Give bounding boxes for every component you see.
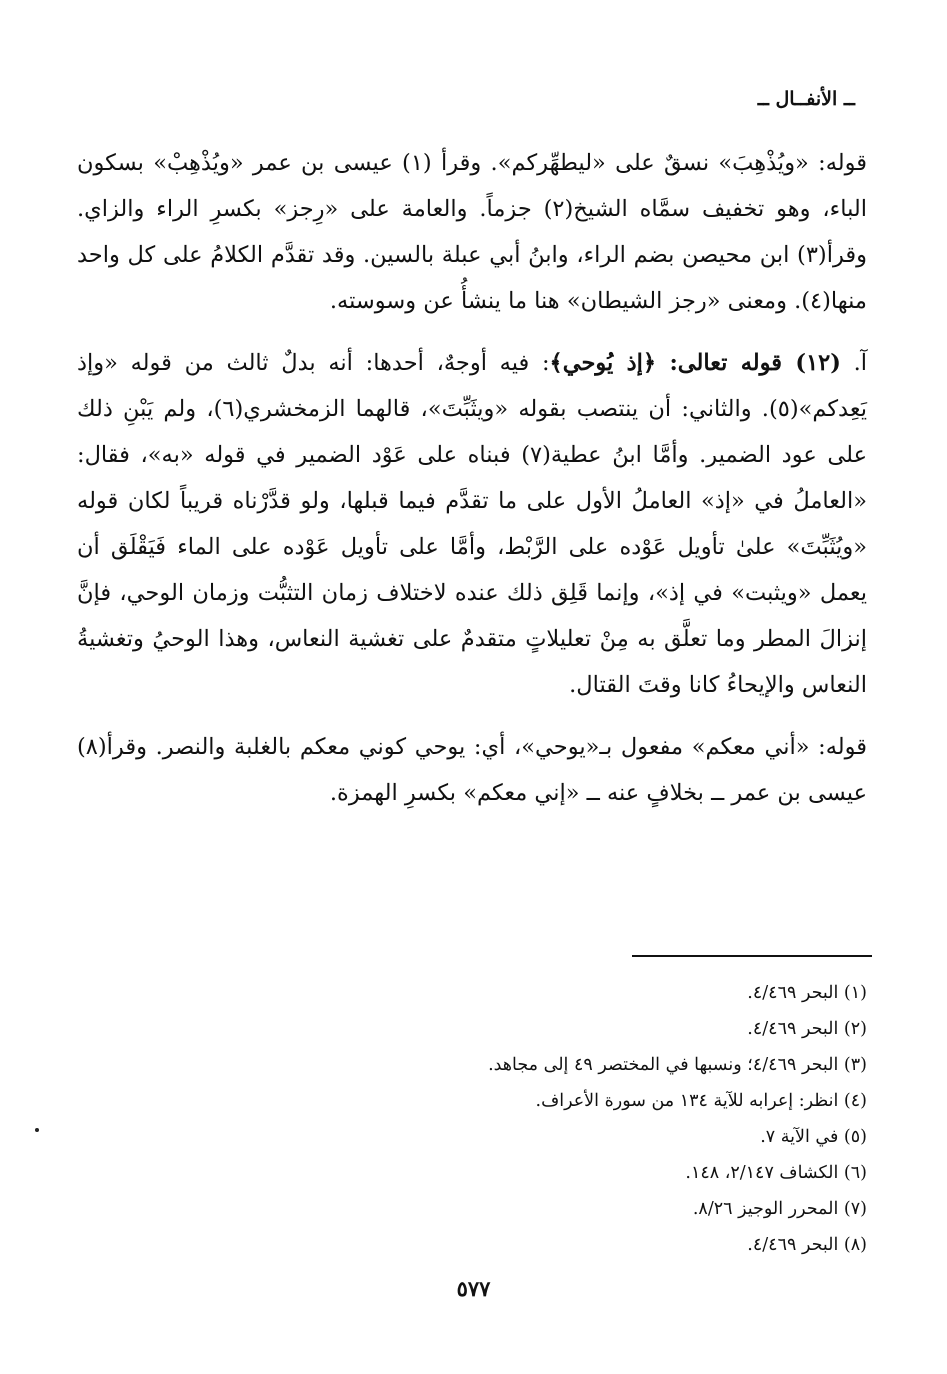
footnote-1: (١) البحر ٤/٤٦٩. (747, 983, 867, 1003)
paragraph-verse-12 (77, 340, 867, 708)
footnote-8: (٨) البحر ٤/٤٦٩. (747, 1235, 867, 1255)
footnote-separator (632, 955, 872, 957)
page-number: ٥٧٧ (456, 1276, 491, 1301)
footnote-2: (٢) البحر ٤/٤٦٩. (747, 1019, 867, 1039)
verse-heading: (١٢) قوله تعالى: ﴿إذ يُوحي﴾ (549, 350, 841, 376)
main-text (77, 140, 867, 816)
footnote-7: (٧) المحرر الوجيز ٨/٢٦. (692, 1199, 867, 1219)
footnote-5: (٥) في الآية ٧. (760, 1127, 867, 1147)
scan-speck (35, 1128, 39, 1132)
verse-commentary: : فيه أوجهٌ، أحدها: أنه بدلٌ ثالث من قوله «وإذ يَعِدكم»(٥). والثاني: أن ينتصب بقوله «ويثَبِّتَ»، قالهما الزمخشري(٦)، ولم يَبْنِ ذلك على عود الضمير. وأمَّا ابنُ عطية(٧) فبناه على عَوْد الضمير في قوله «به»، فقال: «العاملُ في «إذ» العاملُ الأول على ما تقدَّم فيما قبلها، ولو قدَّرْناه قريباً لكان قوله «ويُثَبِّتَ» علىٰ تأويل عَوْده على الرَّبْط، وأمَّا على تأويل عَوْده على الماء فَيَقْلَق أن يعمل «ويثبت» في إذ»، وإنما قَلِق ذلك عنده لاختلاف زمان التثبُّت وزمان الوحي، فإنَّ إنزالَ المطر وما تعلَّق به مِنْ تعليلاتٍ متقدمٌ على تغشية النعاس، وهذا الوحيُ وتغشيةُ النعاس والإيحاءُ كانا وقتَ القتال. (77, 350, 867, 698)
running-header: ــ الأنفــال ــ (757, 88, 855, 110)
paragraph-1: قوله: «ويُذْهِبَ» نسقٌ على «ليطهِّركم». وقرأ (١) عيسى بن عمر «ويُذْهِبْ» بسكون الباء، وهو تخفيف سمَّاه الشيخ(٢) جزماً. والعامة على «رِجز» بكسرِ الراء والزاي. وقرأ(٣) ابن محيصن بضم الراء، وابنُ أبي عبلة بالسين. وقد تقدَّم الكلامُ على كل واحد منها(٤). ومعنى «رجز الشيطان» هنا ما ينشأُ عن وسوسته. (77, 150, 867, 314)
paragraph-3: قوله: «أني معكم» مفعول بـ«يوحي»، أي: يوحي كوني معكم بالغلبة والنصر. وقرأ(٨) عيسى بن عمر ــ بخلافٍ عنه ــ «إني معكم» بكسرِ الهمزة. (77, 734, 867, 806)
footnote-4: (٤) انظر: إعرابه للآية ١٣٤ من سورة الأعراف. (535, 1091, 867, 1111)
footnotes (77, 975, 867, 1263)
footnote-6: (٦) الكشاف ٢/١٤٧، ١٤٨. (685, 1163, 867, 1183)
verse-marker: آ. (853, 350, 867, 376)
footnote-3: (٣) البحر ٤/٤٦٩؛ ونسبها في المختصر ٤٩ إلى مجاهد. (488, 1055, 867, 1075)
